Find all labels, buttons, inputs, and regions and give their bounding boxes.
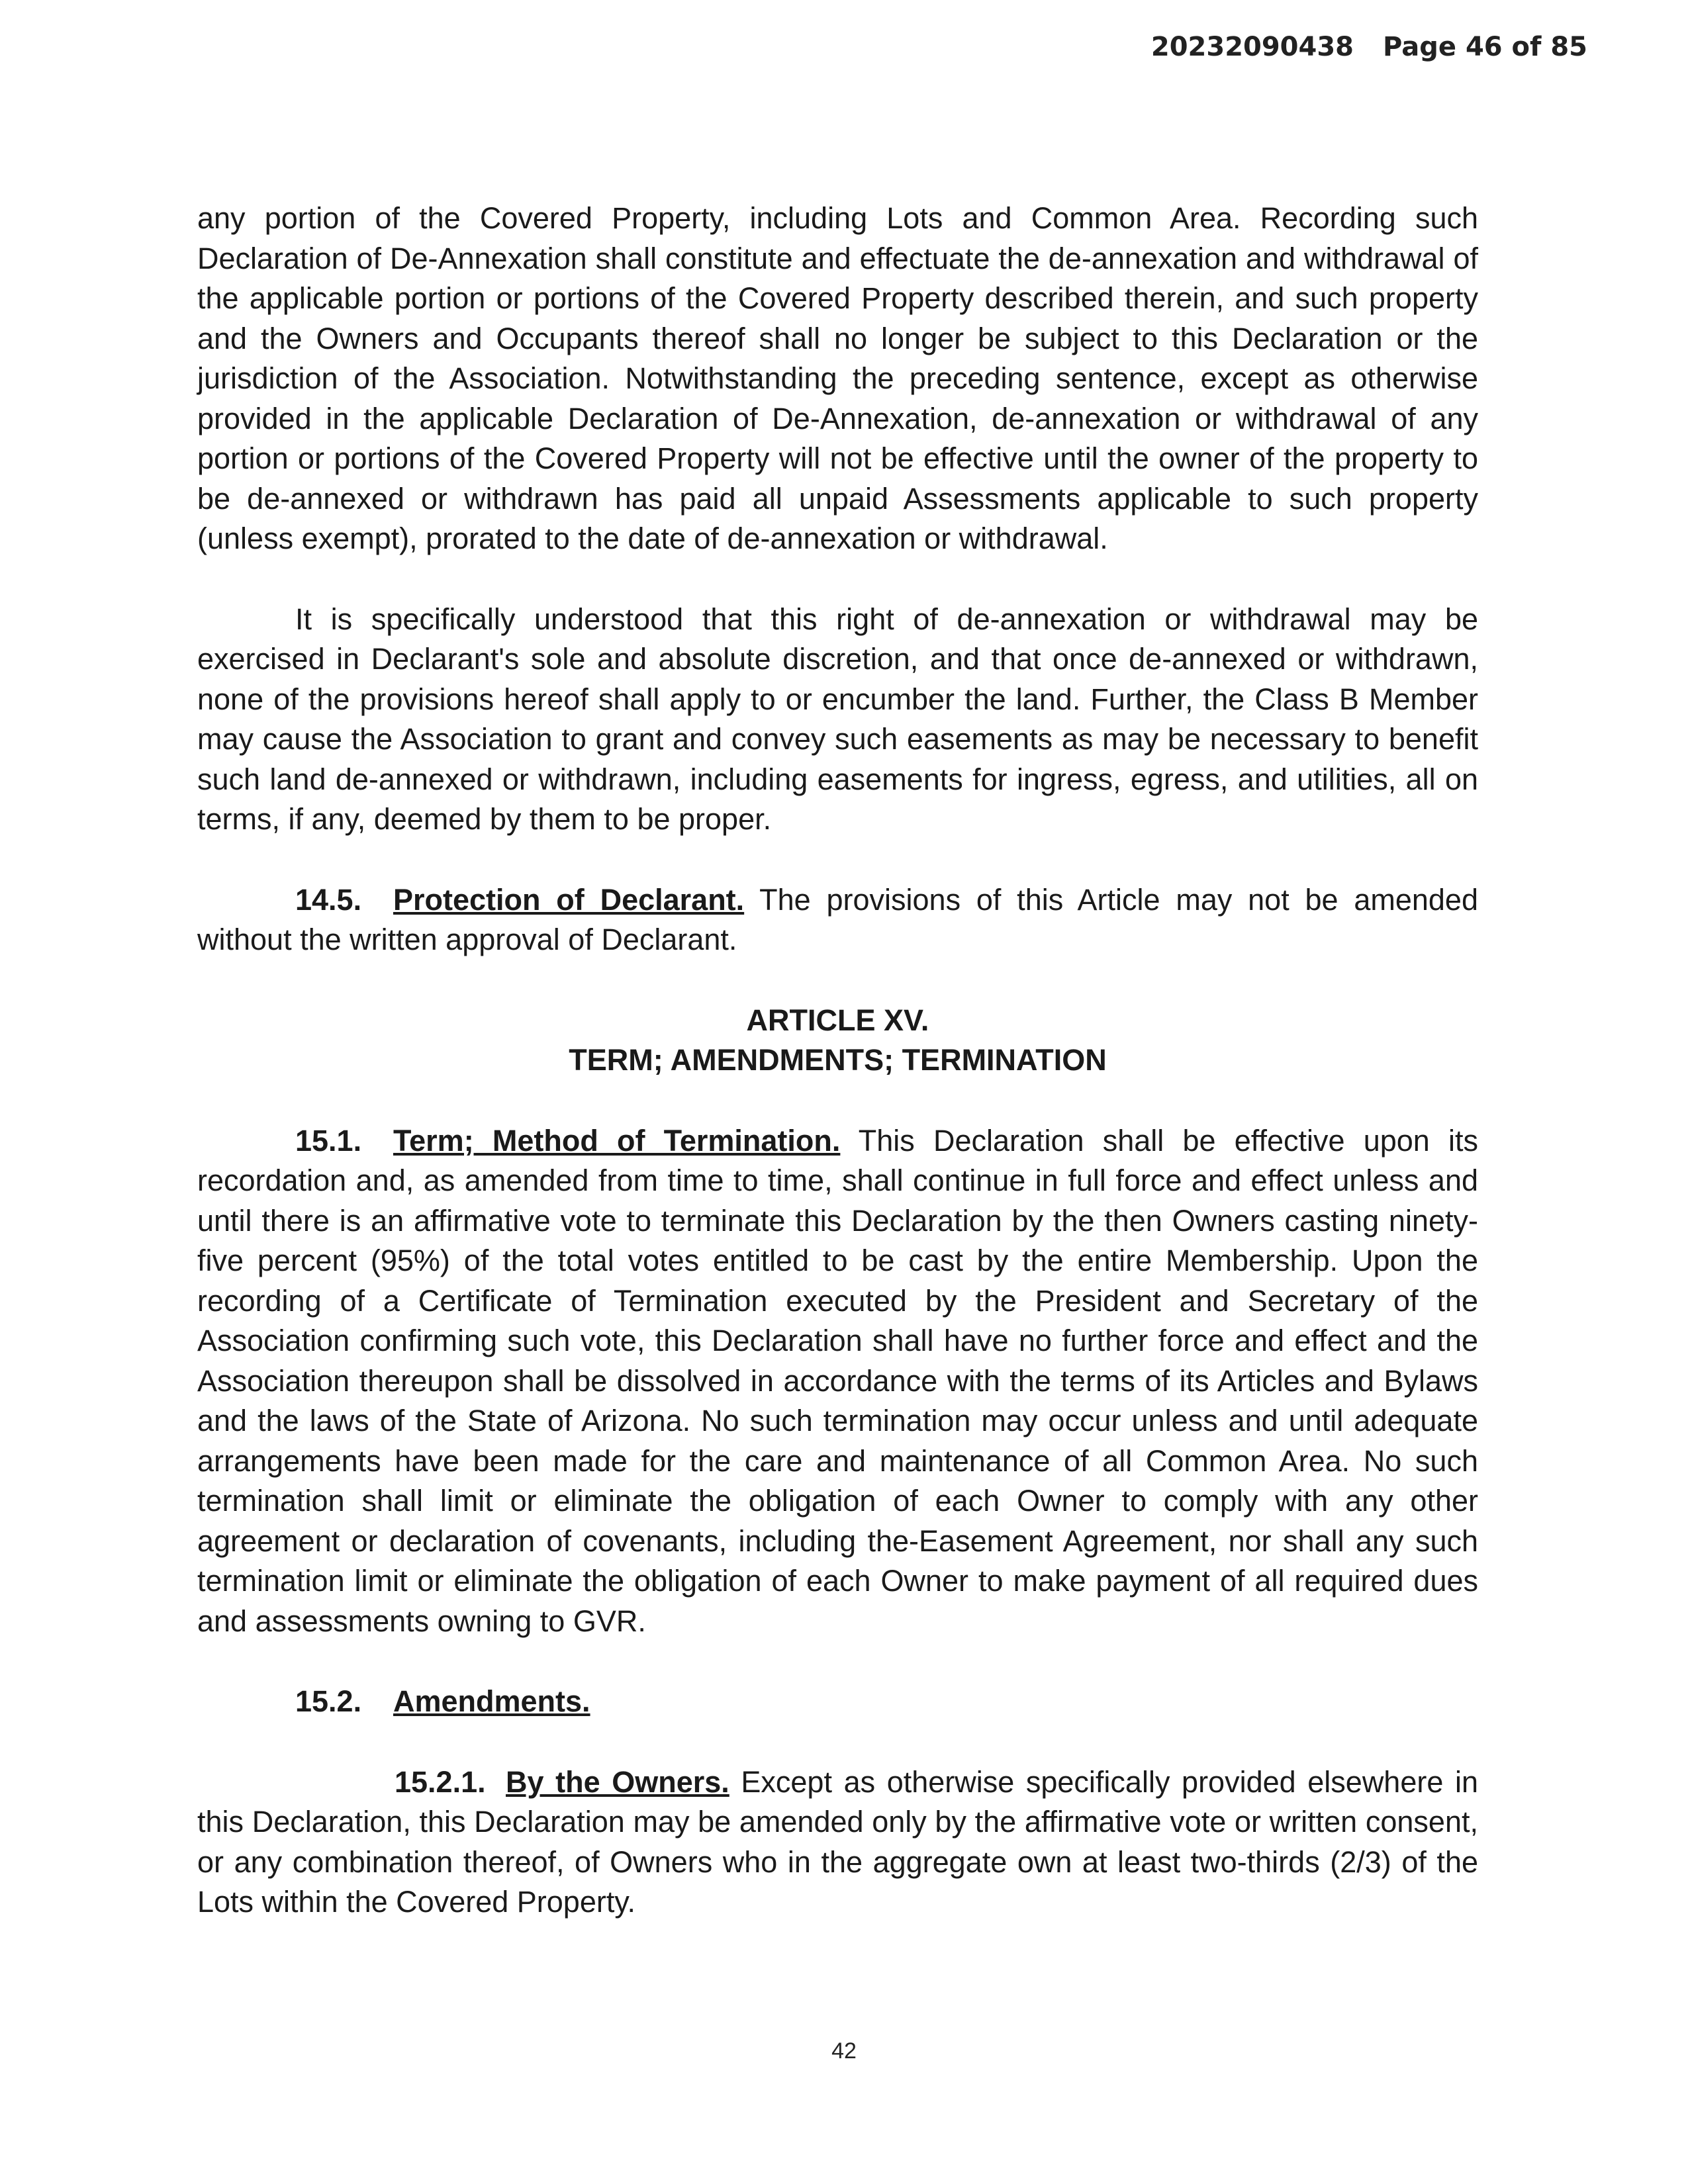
document-body — [197, 199, 1478, 1923]
article-number: ARTICLE XV. — [746, 1003, 929, 1037]
article-title: TERM; AMENDMENTS; TERMINATION — [569, 1043, 1107, 1077]
section-number: 15.1. — [295, 1123, 362, 1158]
page-number: 42 — [831, 2038, 857, 2064]
section-text: The provisions of this Article may not be amended without the written approval of Declarant. — [197, 882, 1478, 956]
page-header — [1151, 32, 1587, 62]
paragraph-deannexation-rights: It is specifically understood that this right of de-annexation or withdrawal may be exercised in Declarant's sole and absolute discretion, and that once de-annexed or withdrawn, none of the provisions hereof shall apply to or encumber the land. Further, the Class B Member may cause the Association to grant and convey such easements as may be necessary to benefit such land de-annexed or withdrawn, including easements for ingress, egress, and utilities, all on terms, if any, deemed by them to be proper. — [197, 602, 1478, 836]
section-15-2-1 — [197, 1762, 1478, 1923]
section-title: Term; Method of Termination. — [393, 1123, 841, 1158]
section-15-1 — [197, 1121, 1478, 1642]
section-14-5 — [197, 880, 1478, 960]
section-title: By the Owners. — [506, 1764, 729, 1799]
section-number: 15.2.1. — [395, 1764, 486, 1799]
section-text: This Declaration shall be effective upon its recordation and, as amended from time to time, shall continue in full force and effect unless and until there is an affirmative vote to terminate this Declaration by the then Owners casting ninety-five percent (95%) of the total votes entitled to be cast by the entire Membership. Upon the recording of a Certificate of Termination executed by the President and Secretary of the Association confirming such vote, this Declaration shall have no further force and effect and the Association thereupon shall be dissolved in accordance with the terms of its Articles and Bylaws and the laws of the State of Arizona. No such termination may occur unless and until adequate arrangements have been made for the care and maintenance of all Common Area. No such termination shall limit or eliminate the obligation of each Owner to comply with any other agreement or declaration of covenants, including the-Easement Agreement, nor shall any such termination limit or eliminate the obligation of each Owner to make payment of all required dues and assessments owning to GVR. — [197, 1123, 1478, 1638]
section-text: Except as otherwise specifically provided elsewhere in this Declaration, this Declaration may be amended only by the affirmative vote or written consent, or any combination thereof, of Owners who in the aggregate own at least two-thirds (2/3) of the Lots within the Covered Property. — [197, 1764, 1478, 1919]
article-heading — [197, 1001, 1478, 1081]
record-number: 20232090438 — [1150, 32, 1354, 62]
section-title: Amendments. — [393, 1684, 590, 1718]
section-15-2 — [197, 1682, 1478, 1722]
section-title: Protection of Declarant. — [393, 882, 745, 917]
paragraph-deannexation: any portion of the Covered Property, including Lots and Common Area. Recording such Declaration of De-Annexation shall constitute and effectuate the de-annexation and withdrawal of the applicable portion or portions of the Covered Property described therein, and such property and the Owners and Occupants thereof shall no longer be subject to this Declaration or the jurisdiction of the Association. Notwithstanding the preceding sentence, except as otherwise provided in the applicable Declaration of De-Annexation, de-annexation or withdrawal of any portion or portions of the Covered Property will not be effective until the owner of the property to be de-annexed or withdrawn has paid all unpaid Assessments applicable to such property (unless exempt), prorated to the date of de-annexation or withdrawal. — [197, 201, 1478, 555]
page-label: Page 46 of 85 — [1383, 32, 1587, 62]
section-number: 14.5. — [295, 882, 362, 917]
section-number: 15.2. — [295, 1684, 362, 1718]
